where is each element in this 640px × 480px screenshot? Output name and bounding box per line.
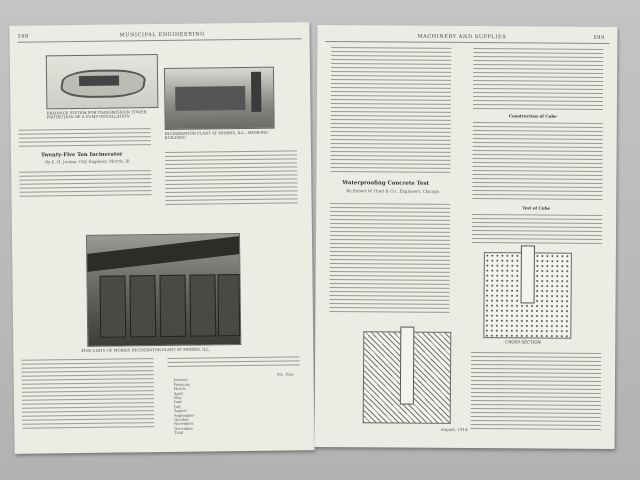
byline-waterproofing: By Robert W. Hunt & Co., Engineers, Chicago xyxy=(346,188,440,194)
table-row: August xyxy=(174,408,187,414)
left-col-text-2 xyxy=(19,170,151,200)
right-page-col2-text-1 xyxy=(473,48,603,113)
section-construction-of-cube: Construction of Cube xyxy=(508,113,557,119)
header-rule xyxy=(18,38,302,42)
right-page-col1-text-1 xyxy=(330,47,451,176)
incinerator-units-photo xyxy=(86,233,241,347)
table-row: July xyxy=(174,404,182,409)
table-total-row: Total xyxy=(174,431,184,436)
cube-diagram-small xyxy=(363,331,452,424)
table-row: November xyxy=(174,422,194,427)
table-row: April xyxy=(173,391,183,396)
table-row: January xyxy=(173,378,188,383)
left-col-text-3 xyxy=(21,358,154,432)
table-row: December xyxy=(174,426,194,431)
page-number-right: 599 xyxy=(593,34,605,41)
right-page-col2-text-4 xyxy=(471,352,602,433)
incinerator-unit-1 xyxy=(99,275,126,337)
table-row: May xyxy=(173,395,182,400)
right-page-col2-text-2 xyxy=(472,122,603,203)
page-number-left: 598 xyxy=(17,33,29,40)
table-row: March xyxy=(173,386,186,392)
cube-cross-section-diagram xyxy=(483,252,572,339)
header-rule xyxy=(325,41,609,44)
section-test-of-cube: Test of Cube xyxy=(522,205,551,211)
figure-1-caption: DRAINAGE SYSTEM FOR TRANSMISSION TOWER PROTECTION OF A PUMP INSTALLATION xyxy=(46,109,147,120)
tank-opening xyxy=(79,76,119,86)
incinerator-roof xyxy=(87,236,239,272)
test-tube xyxy=(521,245,535,303)
right-col-text-2 xyxy=(167,356,299,370)
page-footer: August, 1914 xyxy=(440,426,468,433)
incinerator-unit-3 xyxy=(159,275,186,337)
byline-incinerator: By E. H. Jordan, City Engineer, Morris, Ill. xyxy=(45,158,131,165)
running-header-right: MACHINERY AND SUPPLIES xyxy=(417,33,507,41)
plant-chimney xyxy=(251,72,261,112)
incinerator-unit-2 xyxy=(129,275,156,337)
figure-tank-photo xyxy=(46,54,159,109)
figure-plant-photo xyxy=(164,67,275,130)
incinerator-unit-4 xyxy=(189,274,216,336)
right-col-text-1 xyxy=(165,150,298,208)
left-page xyxy=(9,22,314,454)
right-page xyxy=(315,25,618,449)
incinerator-unit-5 xyxy=(217,274,240,336)
monthly-tons-table xyxy=(174,372,295,435)
right-page-col2-text-3 xyxy=(472,214,602,247)
test-tube xyxy=(400,327,415,405)
table-row: October xyxy=(174,417,189,422)
photo-caption: FIVE UNITS OF MORRIS INCINERATOR PLANT AT MORRIS, ILL. xyxy=(81,346,211,353)
running-header-left: MUNICIPAL ENGINEERING xyxy=(119,31,205,39)
diagram-label: CROSS SECTION xyxy=(505,339,542,345)
table-row: June xyxy=(173,400,183,405)
article-title-incinerator: Twenty-Five Ton Incinerator xyxy=(40,151,123,159)
table-title: Mo. Tons xyxy=(277,372,294,377)
right-page-col1-text-2 xyxy=(329,203,450,316)
table-row: February xyxy=(173,382,191,387)
left-col-text-1 xyxy=(19,128,151,150)
article-title-waterproofing: Waterproofing Concrete Test xyxy=(342,180,430,187)
plant-building xyxy=(175,86,245,111)
table-row: September xyxy=(174,413,195,418)
figure-2-caption: INCINERATION PLANT AT MORRIS, ILL., SHOWING BUILDING xyxy=(164,129,269,141)
